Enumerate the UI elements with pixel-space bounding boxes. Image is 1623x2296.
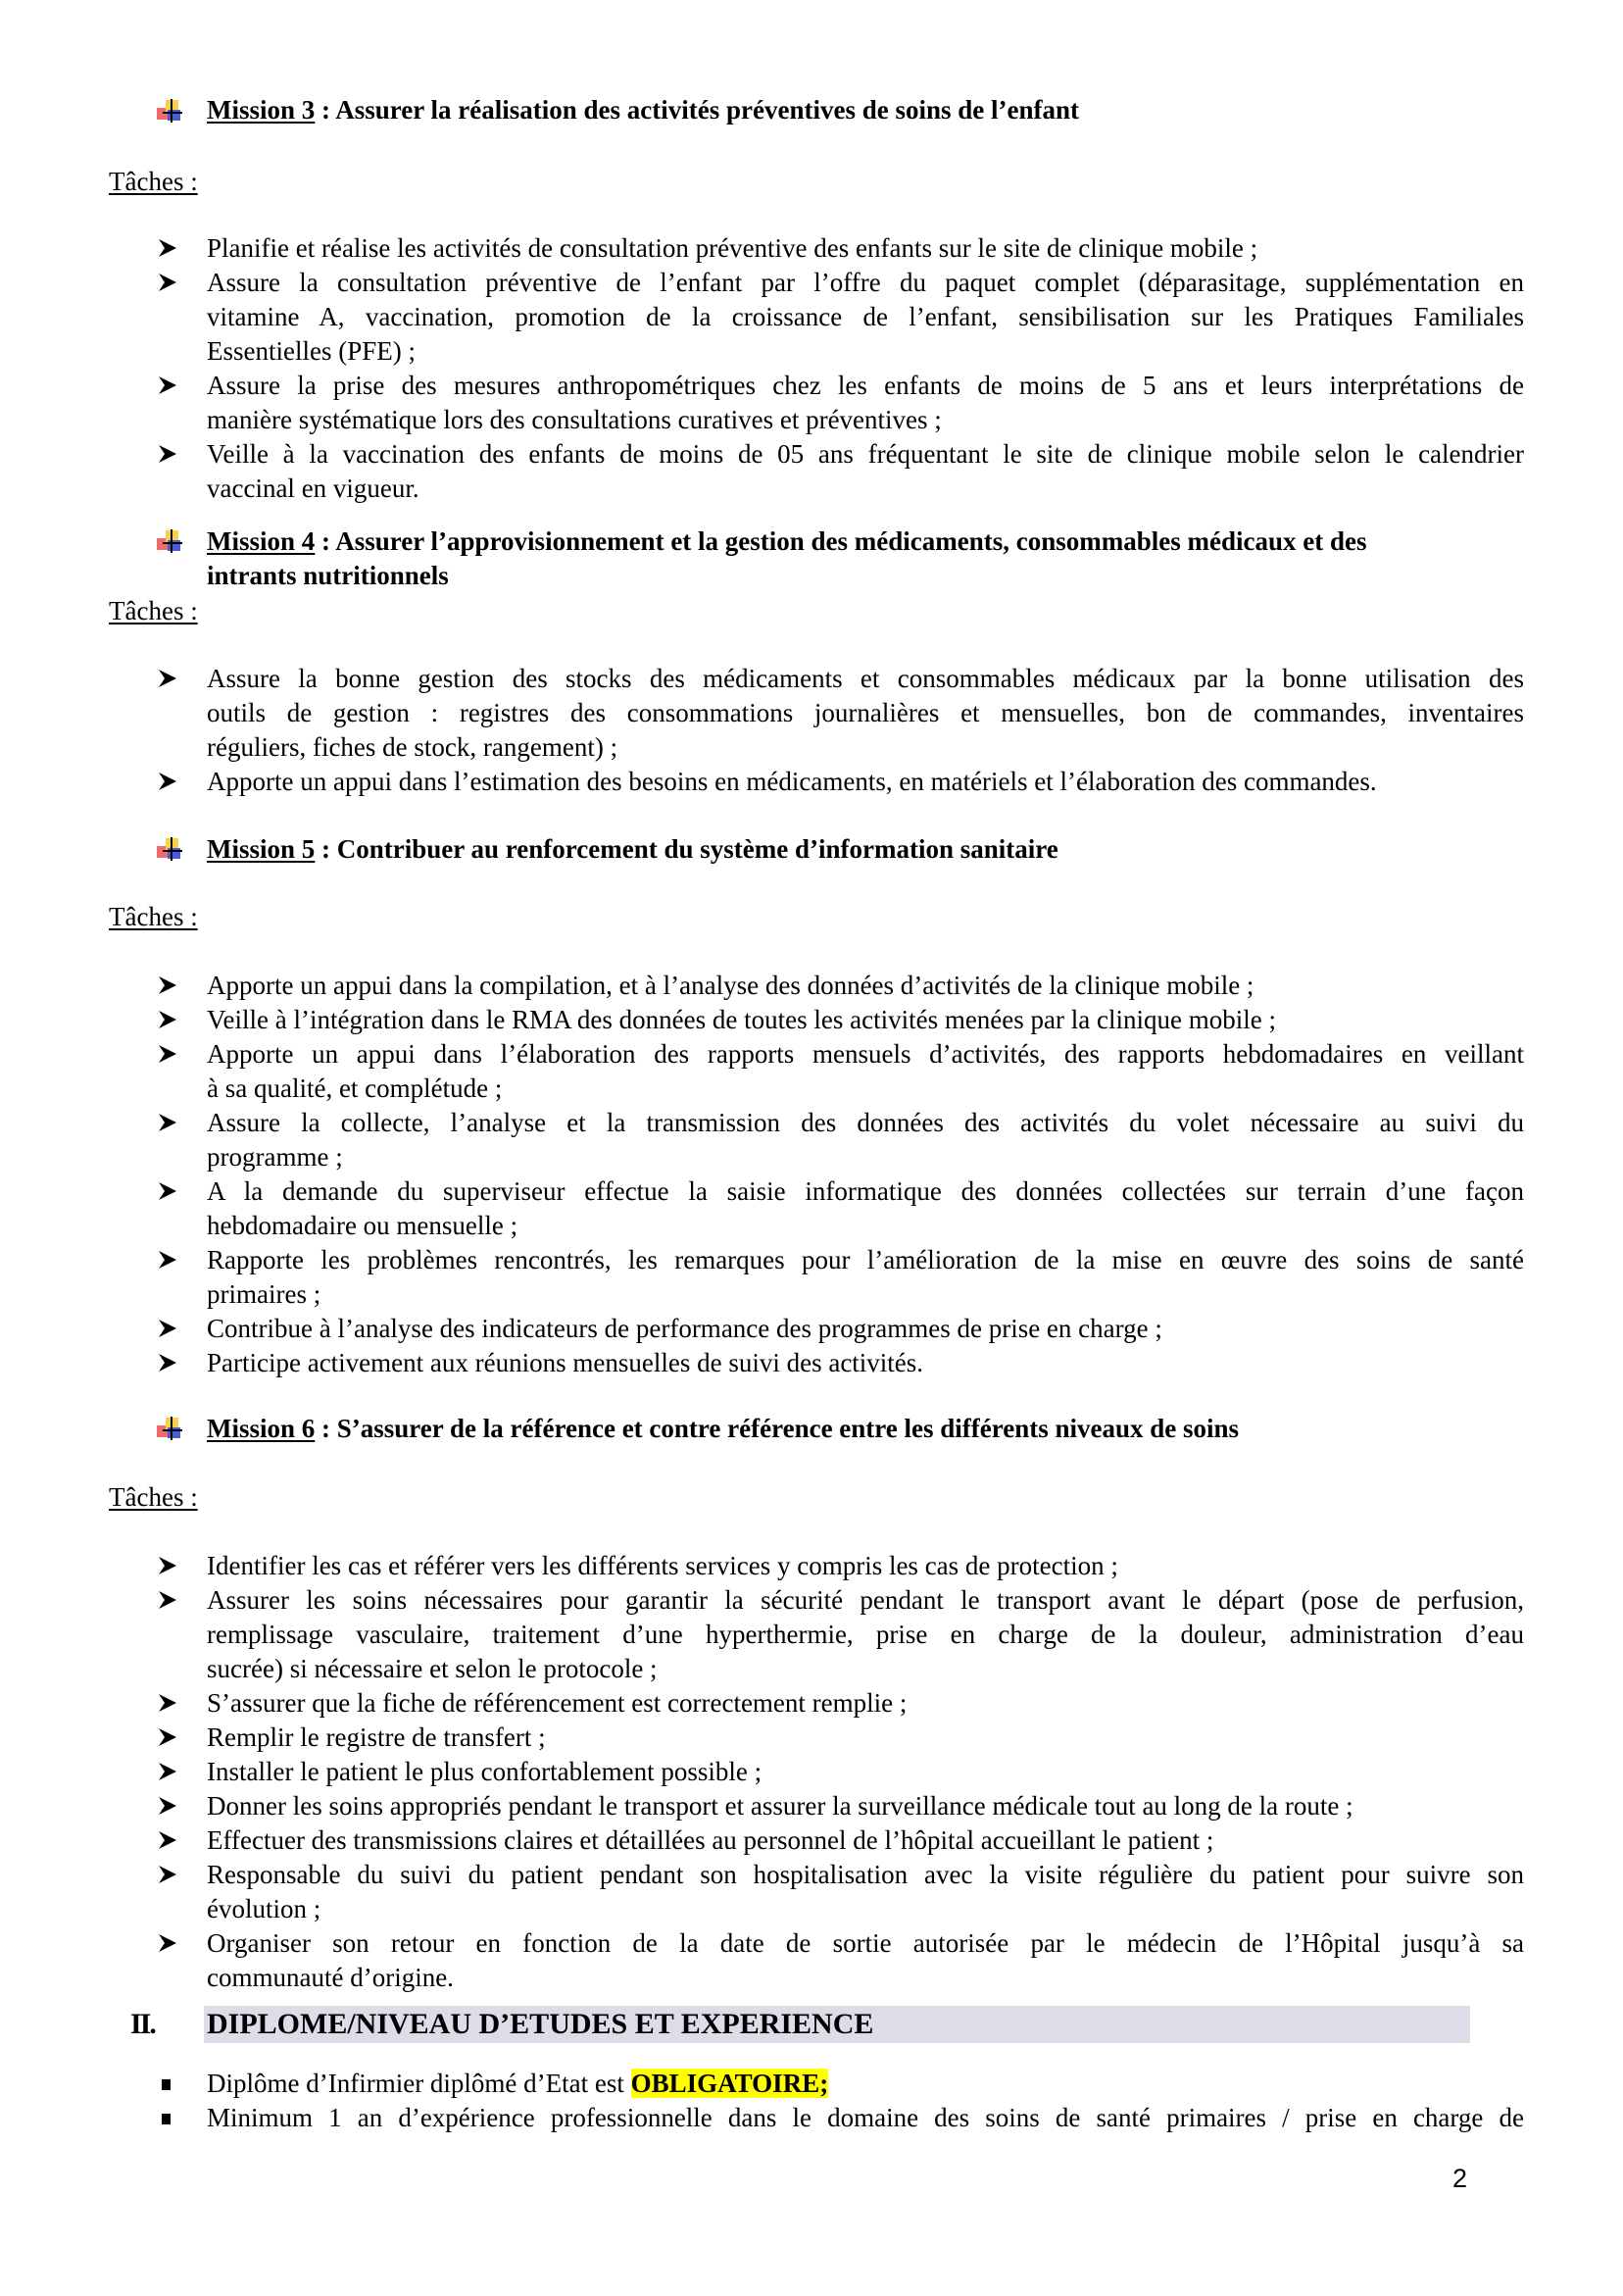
arrowhead-bullet-icon [157, 1864, 178, 1885]
mission-bullet-icon [157, 1417, 184, 1440]
arrowhead-bullet-icon [157, 1589, 178, 1611]
task-item-cont: hebdomadaire ou mensuelle ; [207, 1211, 518, 1240]
task-item: Assure la prise des mesures anthropométriques chez les enfants de moins de 5 ans et leurs interprétations de [207, 371, 1524, 400]
requirement-item: Minimum 1 an d’expérience professionnelle dans le domaine des soins de santé primaires / prise en charge de [207, 2103, 1524, 2132]
taches-label: Tâches : [109, 1482, 198, 1512]
task-item: Veille à l’intégration dans le RMA des données de toutes les activités menées par la clinique mobile ; [207, 1005, 1276, 1034]
task-item-cont: évolution ; [207, 1894, 321, 1923]
taches-label: Tâches : [109, 902, 198, 931]
requirement-text: Diplôme d’Infirmier diplômé d’Etat est [207, 2069, 631, 2098]
mission-label: Mission 5 [207, 834, 316, 864]
mission-label: Mission 4 [207, 526, 316, 556]
arrowhead-bullet-icon [157, 1692, 178, 1714]
task-item: Installer le patient le plus confortablement possible ; [207, 1757, 762, 1786]
arrowhead-bullet-icon [157, 443, 178, 465]
arrowhead-bullet-icon [157, 1932, 178, 1954]
arrowhead-bullet-icon [157, 1180, 178, 1202]
task-item-cont: Essentielles (PFE) ; [207, 336, 416, 366]
arrowhead-bullet-icon [157, 1795, 178, 1817]
mission-5-heading [207, 832, 1524, 867]
mission-title: : Assurer la réalisation des activités préventives de soins de l’enfant [315, 95, 1079, 125]
mission-label: Mission 3 [207, 95, 316, 125]
mission-bullet-icon [157, 837, 184, 861]
arrowhead-bullet-icon [157, 1352, 178, 1373]
task-item-cont: vitamine A, vaccination, promotion de la croissance de l’enfant, sensibilisation sur les Pratiques Familiales [207, 302, 1524, 331]
page-number: 2 [1452, 2164, 1468, 2193]
requirement-item [207, 2067, 1524, 2101]
task-item: Assure la consultation préventive de l’enfant par l’offre du paquet complet (déparasitage, supplémentation en [207, 268, 1524, 297]
task-item: Apporte un appui dans la compilation, et à l’analyse des données d’activités de la clinique mobile ; [207, 971, 1254, 1000]
arrowhead-bullet-icon [157, 1555, 178, 1576]
task-item-cont: primaires ; [207, 1279, 321, 1309]
arrowhead-bullet-icon [157, 668, 178, 689]
arrowhead-bullet-icon [157, 1043, 178, 1065]
task-item: S’assurer que la fiche de référencement est correctement remplie ; [207, 1688, 908, 1718]
task-item-cont: remplissage vasculaire, traitement d’une hyperthermie, prise en charge de la douleur, administration d’eau [207, 1620, 1524, 1649]
arrowhead-bullet-icon [157, 1009, 178, 1030]
mission-4-heading-cont: intrants nutritionnels [207, 561, 449, 590]
task-item: Effectuer des transmissions claires et détaillées au personnel de l’hôpital accueillant le patient ; [207, 1825, 1214, 1855]
task-item: Apporte un appui dans l’estimation des besoins en médicaments, en matériels et l’élaboration des commandes. [207, 767, 1377, 796]
mission-6-heading [207, 1412, 1524, 1446]
taches-label: Tâches : [109, 596, 198, 625]
task-item: Assure la bonne gestion des stocks des médicaments et consommables médicaux par la bonne utilisation des [207, 664, 1524, 693]
mission-title: : Assurer l’approvisionnement et la gestion des médicaments, consommables médicaux et des [315, 526, 1367, 556]
arrowhead-bullet-icon [157, 771, 178, 792]
mission-title: : Contribuer au renforcement du système d’information sanitaire [315, 834, 1058, 864]
arrowhead-bullet-icon [157, 1726, 178, 1748]
task-item: Contribue à l’analyse des indicateurs de performance des programmes de prise en charge ; [207, 1314, 1162, 1343]
task-item-cont: à sa qualité, et complétude ; [207, 1073, 503, 1103]
mission-3-heading [207, 93, 1524, 127]
task-item-cont: communauté d’origine. [207, 1963, 454, 1992]
task-item-cont: réguliers, fiches de stock, rangement) ; [207, 732, 618, 762]
arrowhead-bullet-icon [157, 237, 178, 259]
task-item: Identifier les cas et référer vers les différents services y compris les cas de protection ; [207, 1551, 1118, 1580]
mission-title: : S’assurer de la référence et contre référence entre les différents niveaux de soins [315, 1414, 1240, 1443]
arrowhead-bullet-icon [157, 1318, 178, 1339]
section-title: DIPLOME/NIVEAU D’ETUDES ET EXPERIENCE [207, 2008, 874, 2040]
arrowhead-bullet-icon [157, 374, 178, 396]
square-bullet-icon [162, 2079, 171, 2090]
task-item-cont: vaccinal en vigueur. [207, 474, 419, 503]
task-item: Donner les soins appropriés pendant le transport et assurer la surveillance médicale tout au long de la route ; [207, 1791, 1353, 1821]
square-bullet-icon [162, 2114, 171, 2124]
task-item: Planifie et réalise les activités de consultation préventive des enfants sur le site de clinique mobile ; [207, 233, 1258, 263]
task-item: Responsable du suivi du patient pendant son hospitalisation avec la visite régulière du patient pour suivre son [207, 1860, 1524, 1889]
arrowhead-bullet-icon [157, 1112, 178, 1133]
mission-bullet-icon [157, 99, 184, 123]
task-item: Apporte un appui dans l’élaboration des rapports mensuels d’activités, des rapports hebdomadaires en veillant [207, 1039, 1524, 1069]
mission-label: Mission 6 [207, 1414, 316, 1443]
task-item-cont: programme ; [207, 1142, 343, 1172]
task-item: Remplir le registre de transfert ; [207, 1722, 546, 1752]
arrowhead-bullet-icon [157, 1761, 178, 1782]
arrowhead-bullet-icon [157, 974, 178, 996]
section-number: II. [130, 2008, 155, 2040]
task-item: A la demande du superviseur effectue la saisie informatique des données collectées sur terrain d’une façon [207, 1176, 1524, 1206]
task-item-cont: sucrée) si nécessaire et selon le protocole ; [207, 1654, 658, 1683]
highlighted-text: OBLIGATOIRE; [630, 2069, 829, 2098]
arrowhead-bullet-icon [157, 1249, 178, 1271]
task-item: Organiser son retour en fonction de la date de sortie autorisée par le médecin de l’Hôpital jusqu’à sa [207, 1928, 1524, 1958]
taches-label: Tâches : [109, 167, 198, 196]
arrowhead-bullet-icon [157, 1829, 178, 1851]
task-item-cont: manière systématique lors des consultations curatives et préventives ; [207, 405, 942, 434]
task-item: Rapporte les problèmes rencontrés, les remarques pour l’amélioration de la mise en œuvre des soins de santé [207, 1245, 1524, 1274]
mission-4-heading [207, 524, 1524, 559]
mission-bullet-icon [157, 529, 184, 553]
task-item: Veille à la vaccination des enfants de moins de 05 ans fréquentant le site de clinique mobile selon le calendrier [207, 439, 1524, 469]
task-item: Assure la collecte, l’analyse et la transmission des données des activités du volet nécessaire au suivi du [207, 1108, 1524, 1137]
task-item: Participe activement aux réunions mensuelles de suivi des activités. [207, 1348, 924, 1377]
arrowhead-bullet-icon [157, 272, 178, 293]
task-item-cont: outils de gestion : registres des consommations journalières et mensuelles, bon de commandes, inventaires [207, 698, 1524, 727]
task-item: Assurer les soins nécessaires pour garantir la sécurité pendant le transport avant le départ (pose de perfusion, [207, 1585, 1524, 1615]
